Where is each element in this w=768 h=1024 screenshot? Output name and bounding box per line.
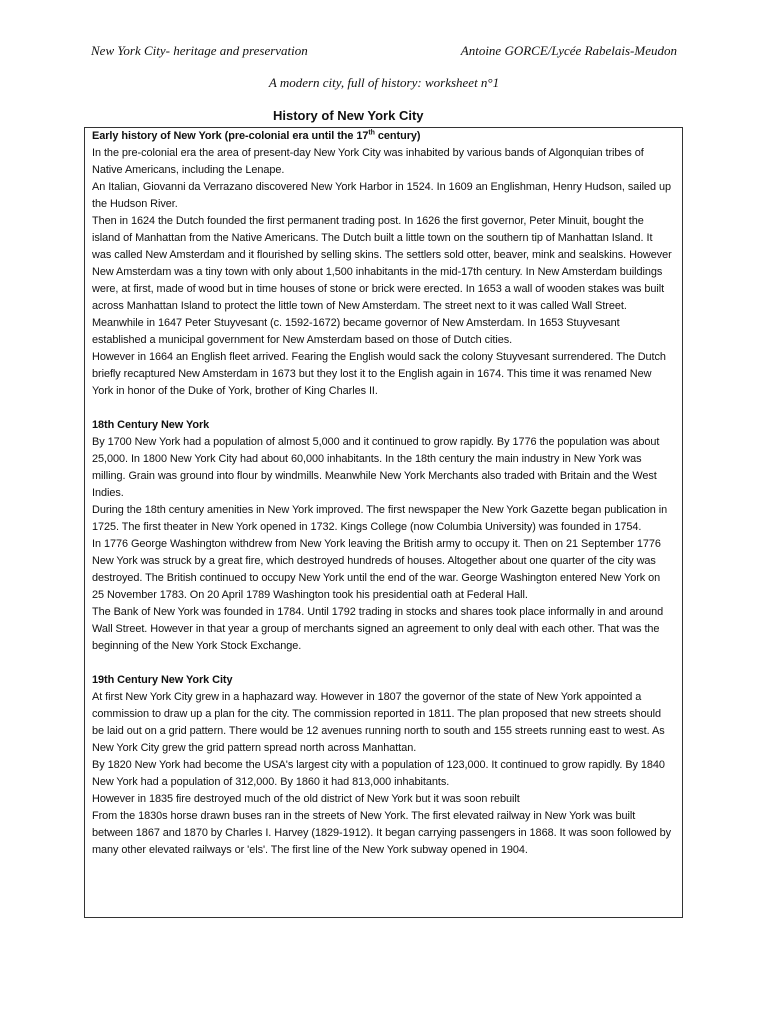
section-heading: 19th Century New York City bbox=[92, 674, 233, 686]
paragraph: In 1776 George Washington withdrew from New York leaving the British army to occupy it. Then on 21 September 1776 New York was struck by a great fire, which destroyed hundreds of houses. Altogether about one quarter of the city was destroyed. The British continued to occupy New York until the end of the war. George Washington entered New York on 25 November 1783. On 20 April 1789 Washington took his presidential oath at Federal Hall. bbox=[92, 538, 661, 601]
section-spacer bbox=[92, 655, 674, 672]
section-heading: Early history of New York (pre-colonial era until the 17th century) bbox=[92, 129, 421, 142]
history-text-box bbox=[84, 127, 683, 918]
header-course-title: New York City- heritage and preservation bbox=[91, 43, 308, 58]
page-header bbox=[91, 43, 677, 59]
paragraph: From the 1830s horse drawn buses ran in the streets of New York. The first elevated railway in New York was built between 1867 and 1870 by Charles I. Harvey (1829-1912). It began carrying passengers in 1868. It was soon followed by many other elevated railways or 'els'. The first line of the New York subway opened in 1904. bbox=[92, 810, 671, 856]
section-19th-century bbox=[92, 672, 674, 859]
section-heading: 18th Century New York bbox=[92, 419, 210, 431]
worksheet-subtitle: A modern city, full of history: worksheet n°1 bbox=[268, 75, 500, 90]
paragraph: At first New York City grew in a haphazard way. However in 1807 the governor of the state of New York appointed a commission to draw up a plan for the city. The commission reported in 1811. The plan proposed that new streets should be laid out on a grid pattern. There would be 12 avenues running north to south and 155 streets running east to west. As New York City grew the grid pattern spread north across Manhattan. bbox=[92, 691, 665, 754]
section-18th-century bbox=[92, 417, 674, 655]
paragraph: By 1820 New York had become the USA's largest city with a population of 123,000. It continued to grow rapidly. By 1840 New York had a population of 312,000. By 1860 it had 813,000 inhabitants. bbox=[92, 759, 665, 788]
paragraph: Then in 1624 the Dutch founded the first permanent trading post. In 1626 the first governor, Peter Minuit, bought the island of Manhattan from the Native Americans. The Dutch built a little town on the southern tip of Manhattan Island. It was called New Amsterdam and it flourished by selling skins. The settlers sold otter, beaver, mink and sealskins. However New Amsterdam was a tiny town with only about 1,500 inhabitants in the mid-17th century. In New Amsterdam buildings were, at first, made of wood but in time houses of stone or brick were erected. In 1653 a wall of wooden stakes was built across Manhattan Island to protect the little town of New Amsterdam. The street next to it was called Wall Street. Meanwhile in 1647 Peter Stuyvesant (c. 1592-1672) became governor of New Amsterdam. In 1653 Stuyvesant established a municipal government for New Amsterdam based on those of Dutch cities. bbox=[92, 215, 672, 346]
section-spacer bbox=[92, 400, 674, 417]
paragraph: The Bank of New York was founded in 1784. Until 1792 trading in stocks and shares took place informally in and around Wall Street. However in that year a group of merchants signed an agreement to only deal with each other. That was the beginning of the New York Stock Exchange. bbox=[92, 606, 664, 652]
paragraph: In the pre-colonial era the area of present-day New York City was inhabited by various bands of Algonquian tribes of Native Americans, including the Lenape. bbox=[92, 147, 644, 176]
paragraph: An Italian, Giovanni da Verrazano discovered New York Harbor in 1524. In 1609 an Englishman, Henry Hudson, sailed up the Hudson River. bbox=[92, 181, 672, 210]
paragraph: During the 18th century amenities in New York improved. The first newspaper the New York Gazette began publication in 1725. The first theater in New York opened in 1732. Kings College (now Columbia University) was founded in 1754. bbox=[92, 504, 668, 533]
paragraph: However in 1664 an English fleet arrived. Fearing the English would sack the colony Stuyvesant surrendered. The Dutch briefly recaptured New Amsterdam in 1673 but they lost it to the English again in 1674. This time it was renamed New York in honor of the Duke of York, brother of King Charles II. bbox=[92, 351, 666, 397]
paragraph: By 1700 New York had a population of almost 5,000 and it continued to grow rapidly. By 1776 the population was about 25,000. In 1800 New York City had about 60,000 inhabitants. In the 18th century the main industry in New York was milling. Grain was ground into flour by windmills. Meanwhile New York Merchants also traded with Britain and the West Indies. bbox=[92, 436, 660, 499]
header-author: Antoine GORCE/Lycée Rabelais-Meudon bbox=[460, 43, 677, 58]
section-early-history bbox=[92, 128, 674, 400]
document-title: History of New York City bbox=[273, 108, 424, 123]
paragraph: However in 1835 fire destroyed much of the old district of New York but it was soon rebuilt bbox=[92, 793, 520, 805]
